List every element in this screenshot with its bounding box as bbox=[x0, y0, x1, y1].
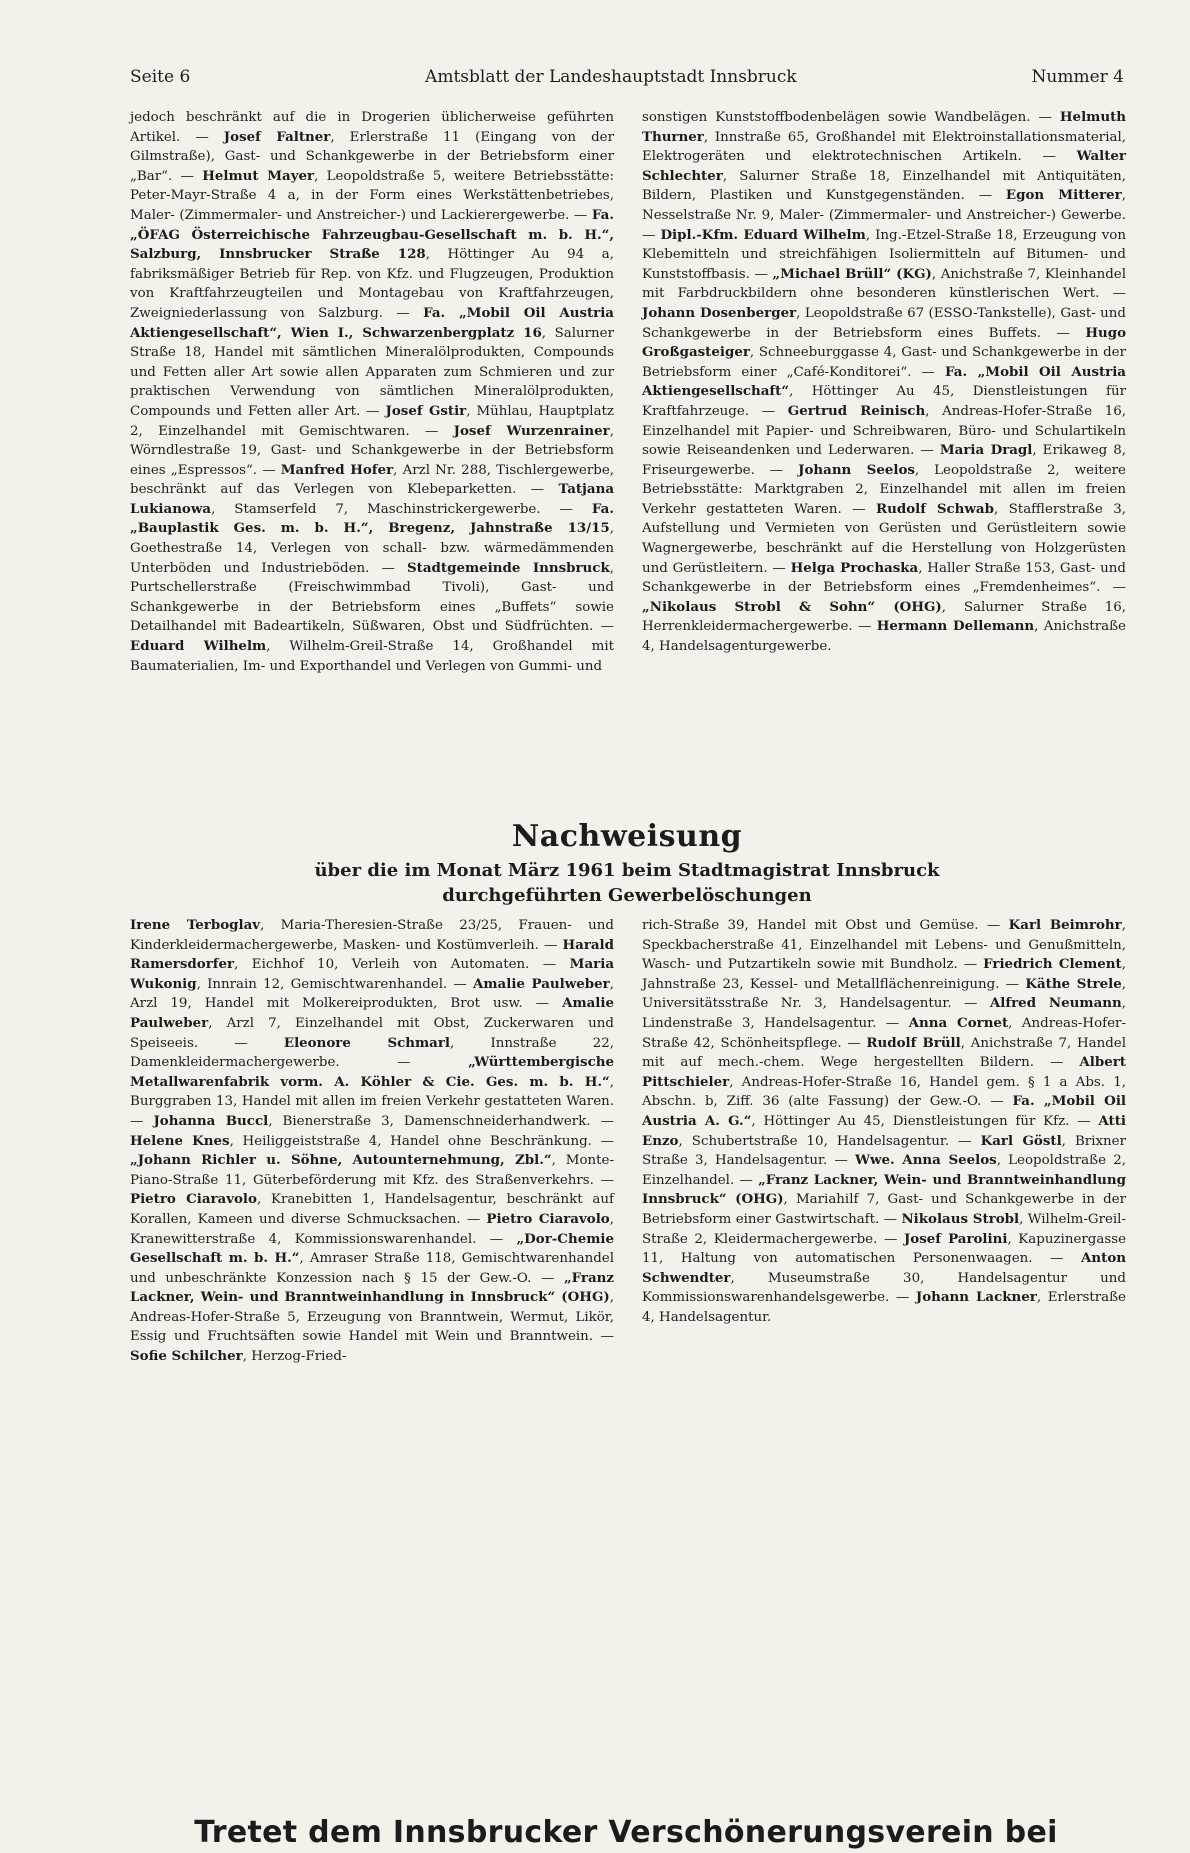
entry-name: Gertrud Reinisch bbox=[787, 402, 926, 419]
entry-text: , Speckbacherstraße 41, Einzelhandel mit Lebens- und Genußmitteln, Wasch- und Putzartikeln sowie mit Bundholz. — bbox=[642, 918, 1126, 973]
entry-name: Hermann Dellemann bbox=[876, 618, 1035, 635]
entry-name: Anna Cornet bbox=[908, 1014, 1009, 1031]
column-4 bbox=[642, 916, 1126, 1327]
entry-text: , Andreas-Hofer-Straße 16, Einzelhandel mit Papier- und Schreibwaren, Büro- und Schulartikeln sowie Reiseandenken und Lederwaren. — bbox=[642, 403, 1126, 459]
entry-name: Wwe. Anna Seelos bbox=[854, 1152, 997, 1169]
column-text bbox=[130, 108, 614, 676]
entry-name: Irene Terboglav bbox=[130, 917, 261, 933]
entry-text: rich-Straße 39, Handel mit Obst und Gemüse. — bbox=[642, 918, 1009, 933]
entry-text: , Kranebitten 1, Handelsagentur, beschränkt auf Korallen, Kameen und diverse Schmucksachen. — bbox=[130, 1192, 614, 1227]
entry-text: , Höttinger Au 45, Dienstleistungen für Kraftfahrzeuge. — bbox=[642, 384, 1126, 419]
entry-text: , Erlerstraße 4, Handelsagentur. bbox=[642, 1290, 1126, 1325]
entry-name: Rudolf Schwab bbox=[876, 500, 994, 517]
issue-number: Nummer 4 bbox=[1031, 67, 1124, 87]
entry-name: Tatjana Lukianowa bbox=[130, 481, 614, 517]
entry-text: , Herzog-Fried- bbox=[242, 1349, 347, 1365]
entry-text: , Mühlau, Hauptplatz 2, Einzelhandel mit Gemischtwaren. — bbox=[130, 403, 614, 439]
entry-name: Dipl.-Kfm. Eduard Wilhelm bbox=[660, 226, 866, 243]
entry-text: , Innstraße 65, Großhandel mit Elektroinstallationsmaterial, Elektrogeräten und elektrotechnischen Artikeln. — bbox=[642, 129, 1126, 165]
entry-text: sonstigen Kunststoffbodenbelägen sowie Wandbelägen. — bbox=[642, 110, 1060, 125]
entry-text: , Höttinger Au 45, Dienstleistungen für Kfz. — bbox=[751, 1113, 1099, 1129]
entry-name: Karl Göstl bbox=[980, 1132, 1062, 1149]
entry-text: , Purtschellerstraße (Freischwimmbad Tivoli), Gast- und Schankgewerbe in der Betriebsform eines „Buffets“ sowie Detailhandel mit Badeartikeln, Süßwaren, Obst und Südfrüchten. — bbox=[130, 560, 614, 635]
entry-text: , Andreas-Hofer-Straße 16, Handel gem. § 1 a Abs. 1, Abschn. b, Ziff. 36 (alte Fassung) der Gew.-O. — bbox=[642, 1074, 1126, 1110]
entry-text: , Arzl Nr. 288, Tischlergewerbe, beschränkt auf das Verlegen von Klebeparketten. — bbox=[130, 462, 614, 498]
entry-text: , Andreas-Hofer-Straße 42, Schönheitspflege. — bbox=[642, 1015, 1126, 1051]
entry-name: Harald Ramersdorfer bbox=[130, 936, 614, 973]
entry-name: Pietro Ciaravolo bbox=[486, 1210, 610, 1227]
entry-name: Fa. „ÖFAG Österreichische Fahrzeugbau-Gesellschaft m. b. H.“, Salzburg, Innsbrucker Straße 128 bbox=[130, 206, 614, 263]
entry-name: „Franz Lackner, Wein- und Branntweinhandlung in Innsbruck“ (OHG) bbox=[130, 1269, 614, 1306]
entry-text: , Leopoldstraße 2, weitere Betriebsstätte: Marktgraben 2, Einzelhandel mit allen im freien Verkehr gestatteten Waren. — bbox=[642, 462, 1126, 517]
entry-name: „Nikolaus Strobl & Sohn“ (OHG) bbox=[642, 598, 942, 615]
entry-text: , Andreas-Hofer-Straße 5, Erzeugung von Branntwein, Wermut, Likör, Essig und Fruchtsäften sowie Handel mit Wein und Branntwein. — bbox=[130, 1290, 614, 1345]
page-number: Seite 6 bbox=[130, 67, 191, 87]
entry-name: „Württembergische Metallwarenfabrik vorm. A. Köhler & Cie. Ges. m. b. H.“ bbox=[130, 1054, 614, 1090]
entry-text: , Schubertstraße 10, Handelsagentur. — bbox=[678, 1133, 981, 1149]
entry-text: , Anichstraße 7, Kleinhandel mit Farbdruckbildern ohne besonderen künstlerischen Wert. — bbox=[642, 266, 1127, 302]
section-subtitle-2: durchgeführten Gewerbelöschungen bbox=[442, 885, 812, 906]
entry-text: , Kranewitterstraße 4, Kommissionswarenhandel. — bbox=[130, 1211, 614, 1247]
entry-text: , Nesselstraße Nr. 9, Maler- (Zimmermaler- und Anstreicher-) Gewerbe. — bbox=[642, 188, 1126, 243]
entry-text: , Innstraße 22, Damenkleidermachergewerbe. — bbox=[130, 1035, 614, 1071]
entry-text: , Brixner Straße 3, Handelsagentur. — bbox=[642, 1133, 1126, 1169]
entry-text: , Goethestraße 14, Verlegen von schall- bzw. wärmedämmenden Unterböden und Industrieböden. — bbox=[130, 521, 614, 576]
entry-text: , Wilhelm-Greil-Straße 2, Kleidermachergewerbe. — bbox=[642, 1211, 1126, 1247]
column-2 bbox=[642, 108, 1126, 657]
section-subtitle-1: über die im Monat März 1961 beim Stadtmagistrat Innsbruck bbox=[314, 860, 940, 881]
entry-text: , Ing.-Etzel-Straße 18, Erzeugung von Klebemitteln und streichfähigen Isoliermitteln auf Bitumen- und Kunststoffbasis. — bbox=[642, 227, 1126, 282]
entry-text: , Heiliggeiststraße 4, Handel ohne Beschränkung. — bbox=[229, 1133, 614, 1149]
entry-name: Alfred Neumann bbox=[989, 995, 1122, 1012]
entry-name: „Franz Lackner, Wein- und Branntweinhandlung Innsbruck“ (OHG) bbox=[642, 1171, 1126, 1208]
entry-text: , Leopoldstraße 5, weitere Betriebsstätte: Peter-Mayr-Straße 4 a, in der Form eines Werkstättenbetriebes, Maler- (Zimmermaler- und Anstreicher-) und Lackierergewerbe. — bbox=[130, 168, 615, 223]
entry-text: , Salurner Straße 18, Einzelhandel mit Antiquitäten, Bildern, Plastiken und Kunstgegenständen. — bbox=[642, 168, 1126, 204]
entry-name: Nikolaus Strobl bbox=[901, 1210, 1020, 1227]
entry-text: , Universitätsstraße Nr. 3, Handelsagentur. — bbox=[642, 976, 1126, 1012]
entry-text: , Amraser Straße 118, Gemischtwarenhandel und unbeschränkte Konzession nach § 15 der Gew.-O. — bbox=[130, 1251, 614, 1286]
entry-text: , Höttinger Au 94 a, fabriksmäßiger Betrieb für Rep. von Kfz. und Flugzeugen, Produktion von Kraftfahrzeugteilen und Montagebau von Kraftfahrzeugen, Zweigniederlassung von Salzburg. — bbox=[130, 247, 614, 321]
entry-name: Walter Schlechter bbox=[642, 148, 1126, 184]
entry-name: Fa. „Mobil Oil Austria A. G.“ bbox=[642, 1093, 1126, 1129]
entry-text: , Erikaweg 8, Friseurgewerbe. — bbox=[642, 443, 1127, 478]
entry-name: Fa. „Mobil Oil Austria Aktiengesellschaft“ bbox=[642, 363, 1126, 400]
entry-text: , Stafflerstraße 3, Aufstellung und Vermieten von Gerüsten und Gerüstleitern sowie Wagnergewerbe, beschränkt auf die Herstellung von Holzgerüsten und Gerüstleitern. — bbox=[642, 501, 1126, 576]
entry-name: Johanna Buccl bbox=[153, 1112, 269, 1129]
entry-name: Josef Parolini bbox=[903, 1230, 1008, 1247]
entry-text: , Stamserfeld 7, Maschinstrickergewerbe. — bbox=[211, 501, 592, 517]
entry-name: Sofie Schilcher bbox=[130, 1348, 243, 1365]
entry-text: , Wörndlestraße 19, Gast- und Schankgewerbe in der Betriebsform eines „Espressos“. — bbox=[130, 423, 614, 478]
entry-name: Eleonore Schmarl bbox=[283, 1034, 450, 1051]
entry-name: Karl Beimrohr bbox=[1008, 917, 1122, 933]
entry-text: , Lindenstraße 3, Handelsagentur. — bbox=[642, 996, 1126, 1031]
page-header bbox=[130, 64, 1124, 90]
column-1 bbox=[130, 108, 614, 676]
entry-name: Manfred Hofer bbox=[280, 461, 394, 478]
entry-name: Maria Dragl bbox=[939, 442, 1033, 459]
entry-name: Friedrich Clement bbox=[983, 956, 1122, 973]
entry-name: „Michael Brüll“ (KG) bbox=[772, 265, 932, 282]
entry-name: „Dor-Chemie Gesellschaft m. b. H.“ bbox=[130, 1230, 614, 1267]
entry-text: jedoch beschränkt auf die in Drogerien üblicherweise geführten Artikel. — bbox=[130, 110, 614, 145]
entry-name: Stadtgemeinde Innsbruck bbox=[407, 559, 610, 576]
entry-text: , Salurner Straße 18, Handel mit sämtlichen Mineralölprodukten, Compounds und Fetten aller Art sowie allen Apparaten zum Schmieren und zur praktischen Verwendung von sämtlichen Mineralölprodukten, Compounds und Fetten aller Art. — bbox=[130, 325, 614, 419]
entry-text: , Eichhof 10, Verleih von Automaten. — bbox=[234, 957, 570, 973]
entry-name: Egon Mitterer bbox=[1005, 187, 1122, 204]
entry-text: , Wilhelm-Greil-Straße 14, Großhandel mit Baumaterialien, Im- und Exporthandel und Verlegen von Gummi- und bbox=[130, 639, 614, 674]
section-heading bbox=[130, 820, 1124, 908]
entry-text: , Burggraben 13, Handel mit allen im freien Verkehr gestatteten Waren. — bbox=[130, 1074, 614, 1129]
entry-name: Helmuth Thurner bbox=[642, 109, 1126, 145]
entry-name: Josef Faltner bbox=[223, 128, 331, 145]
entry-text: , Museumstraße 30, Handelsagentur und Kommissionswarenhandelsgewerbe. — bbox=[642, 1270, 1126, 1306]
entry-name: Josef Gstir bbox=[385, 402, 467, 419]
column-text bbox=[130, 916, 614, 1367]
entry-name: Fa. „Bauplastik Ges. m. b. H.“, Bregenz, Jahnstraße 13/15 bbox=[130, 500, 614, 537]
section-title: Nachweisung bbox=[511, 819, 743, 854]
entry-name: Johann Seelos bbox=[798, 461, 915, 478]
entry-name: Helene Knes bbox=[130, 1132, 230, 1149]
publication-title: Amtsblatt der Landeshauptstadt Innsbruck bbox=[425, 67, 797, 87]
entry-text: , Leopoldstraße 2, Einzelhandel. — bbox=[642, 1153, 1127, 1188]
entry-text: , Arzl 19, Handel mit Molkereiprodukten, Brot usw. — bbox=[130, 976, 614, 1012]
entry-name: Pietro Ciaravolo bbox=[130, 1191, 257, 1208]
entry-name: Helga Prochaska bbox=[790, 559, 919, 576]
entry-text: , Anichstraße 4, Handelsagenturgewerbe. bbox=[642, 619, 1126, 655]
entry-name: Helmut Mayer bbox=[202, 167, 315, 184]
entry-name: Rudolf Brüll bbox=[866, 1034, 961, 1051]
entry-name: Albert Pittschieler bbox=[642, 1054, 1126, 1090]
footer-banner: Tretet dem Innsbrucker Verschönerungsverein bei bbox=[194, 1815, 1058, 1850]
entry-name: Käthe Strele bbox=[1025, 975, 1122, 992]
entry-text: , Jahnstraße 23, Kessel- und Metallflächenreinigung. — bbox=[642, 957, 1126, 992]
entry-text: , Kapuzinergasse 11, Haltung von automatischen Personenwaagen. — bbox=[642, 1231, 1126, 1267]
entry-text: , Arzl 7, Einzelhandel mit Obst, Zuckerwaren und Speiseeis. — bbox=[130, 1015, 614, 1051]
entry-text: , Salurner Straße 16, Herrenkleidermachergewerbe. — bbox=[642, 599, 1126, 635]
entry-name: Amalie Paulweber bbox=[130, 995, 614, 1031]
entry-name: Hugo Großgasteiger bbox=[642, 324, 1126, 361]
entry-text: , Bienerstraße 3, Damenschneiderhandwerk. — bbox=[268, 1113, 615, 1129]
entry-text: , Schneeburggasse 4, Gast- und Schankgewerbe in der Betriebsform einer „Café-Konditorei“. — bbox=[642, 345, 1126, 380]
entry-name: Amalie Paulweber bbox=[473, 975, 610, 992]
entry-text: , Innrain 12, Gemischtwarenhandel. — bbox=[196, 976, 473, 992]
entry-text: , Maria-Theresien-Straße 23/25, Frauen- und Kinderkleidermachergewerbe, Masken- und Kostümverleih. — bbox=[130, 918, 614, 953]
column-text bbox=[642, 916, 1126, 1327]
entry-name: Maria Wukonig bbox=[130, 956, 614, 992]
entry-name: Atti Enzo bbox=[642, 1112, 1127, 1149]
entry-text: , Monte-Piano-Straße 11, Güterbeförderung mit Kfz. des Straßenverkehrs. — bbox=[130, 1153, 614, 1188]
entry-text: , Leopoldstraße 67 (ESSO-Tankstelle), Gast- und Schankgewerbe in der Betriebsform eines Buffets. — bbox=[642, 305, 1126, 341]
entry-name: „Johann Richler u. Söhne, Autounternehmung, Zbl.“ bbox=[130, 1152, 552, 1169]
column-3 bbox=[130, 916, 614, 1367]
entry-name: Eduard Wilhelm bbox=[130, 638, 267, 655]
entry-text: , Haller Straße 153, Gast- und Schankgewerbe in der Betriebsform eines „Fremdenheimes“. — bbox=[642, 560, 1126, 596]
entry-text: , Anichstraße 7, Handel mit auf mech.-chem. Wege hergestellten Bildern. — bbox=[642, 1035, 1127, 1071]
entry-name: Johann Dosenberger bbox=[642, 304, 797, 321]
entry-text: , Erlerstraße 11 (Eingang von der Gilmstraße), Gast- und Schankgewerbe in der Betriebsform einer „Bar“. — bbox=[130, 129, 614, 184]
entry-name: Josef Wurzenrainer bbox=[453, 422, 610, 439]
entry-text: , Mariahilf 7, Gast- und Schankgewerbe in der Betriebsform einer Gastwirtschaft. — bbox=[642, 1192, 1126, 1227]
entry-name: Anton Schwendter bbox=[642, 1250, 1126, 1286]
column-text bbox=[642, 108, 1126, 657]
entry-name: Fa. „Mobil Oil Austria Aktiengesellschaft“, Wien I., Schwarzenbergplatz 16 bbox=[130, 304, 614, 341]
entry-name: Johann Lackner bbox=[915, 1289, 1037, 1306]
